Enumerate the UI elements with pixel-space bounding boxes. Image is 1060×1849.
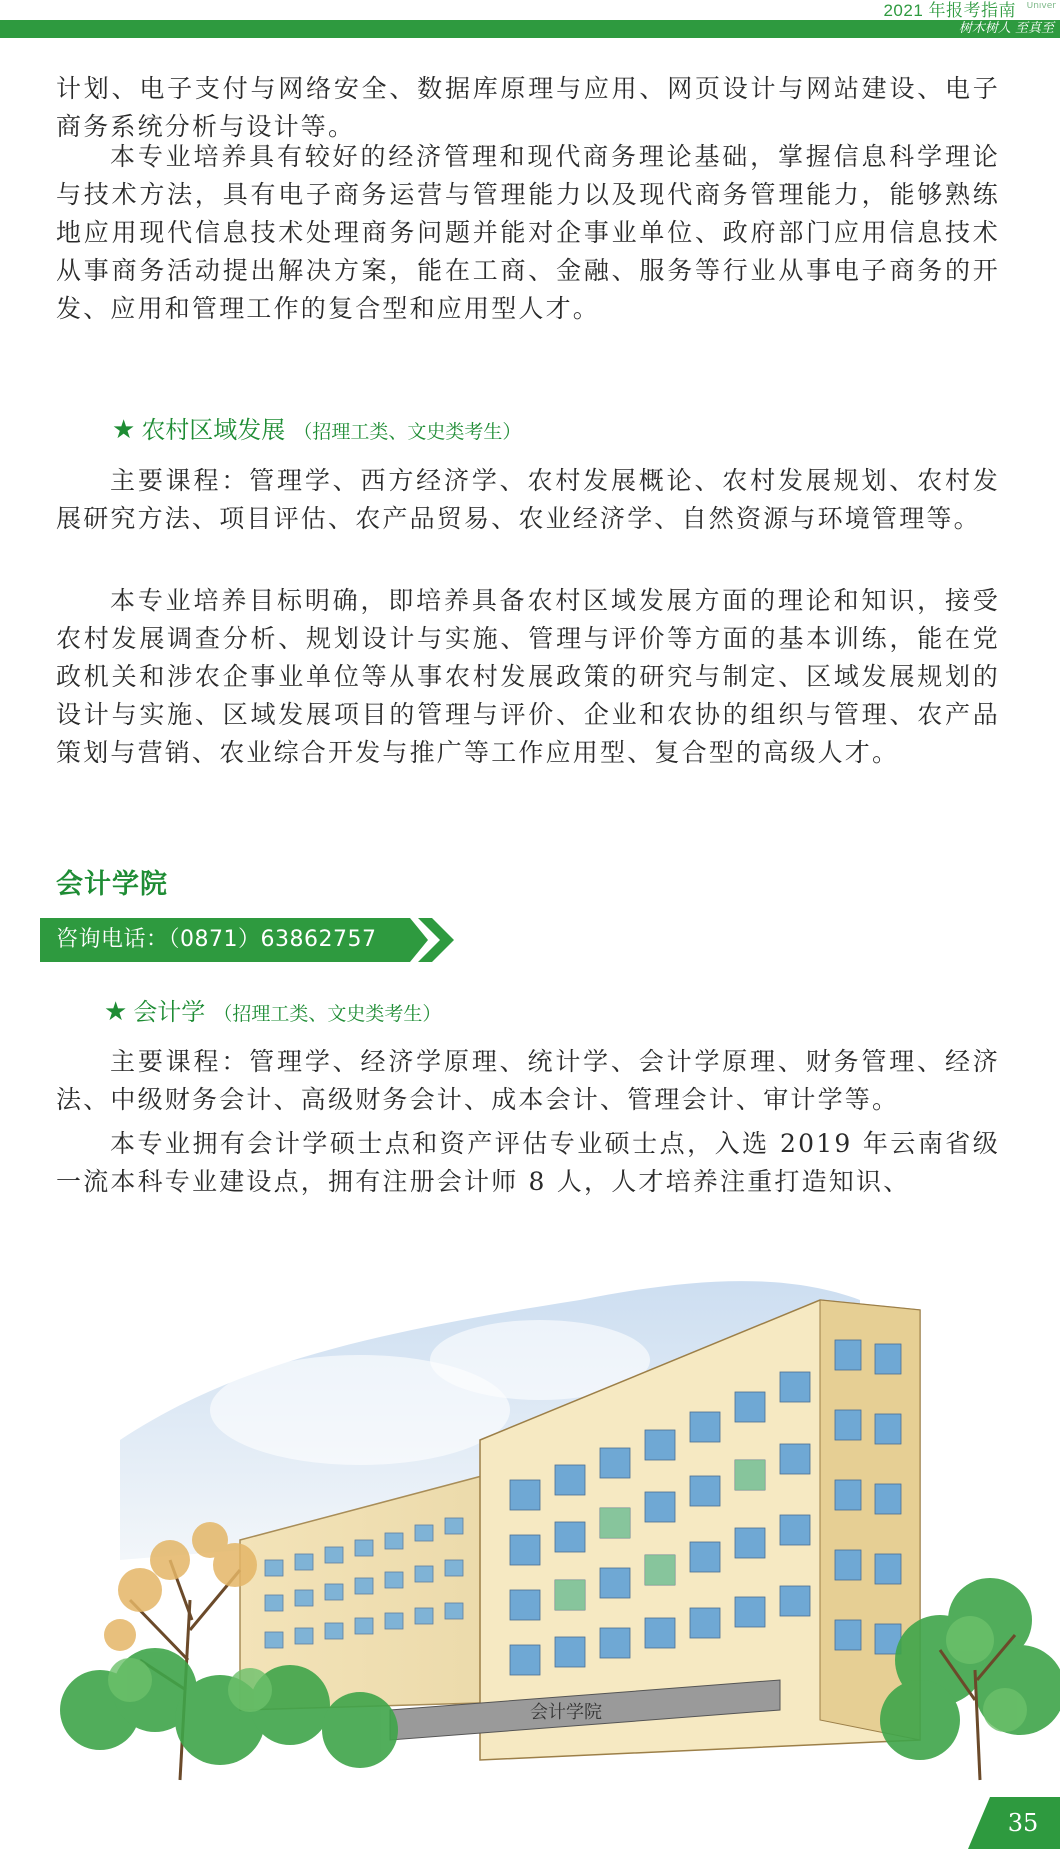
major-title-rural [112,410,521,445]
accounting-goal: 本专业拥有会计学硕士点和资产评估专业硕士点，入选 2019 年云南省级一流本科专业建设点，拥有注册会计师 8 人，人才培养注重打造知识、 [56,1129,1000,1196]
major-title-accounting [104,992,441,1027]
star-icon: ★ [112,415,136,445]
header-band [0,20,1060,38]
page-number: 35 [1007,1809,1039,1837]
star-icon: ★ [104,997,128,1027]
header-tagline: 树木树人 至真至 [958,21,1054,36]
college-title: 会计学院 [56,869,168,900]
header-title: 2021 年报考指南 [883,1,1016,20]
major-name: 会计学 [133,998,206,1026]
accounting-courses: 主要课程：管理学、经济学原理、统计学、会计学原理、财务管理、经济法、中级财务会计、高级财务会计、成本会计、管理会计、审计学等。 [56,1047,1000,1114]
major-note: （招理工类、文史类考生） [213,1003,442,1025]
major-note: （招理工类、文史类考生） [293,421,522,443]
building-sign: 会计学院 [530,1702,602,1723]
phone-banner [40,918,460,962]
rural-goal: 本专业培养目标明确，即培养具备农村区域发展方面的理论和知识，接受农村发展调查分析、规划设计与实施、管理与评价等方面的基本训练，能在党政机关和涉农企事业单位等从事农村发展政策的研究与制定、区域发展规划的设计与实施、区域发展项目的管理与评价、企业和农协的组织与管理、农产品策划与营销、农业综合开发与推广等工作应用型、复合型的高级人才。 [56,586,1000,767]
ecommerce-courses-continued: 计划、电子支付与网络安全、数据库原理与应用、网页设计与网站建设、电子商务系统分析与设计等。 [56,74,1000,141]
major-name: 农村区域发展 [141,416,286,444]
university-logo: Univer [1026,2,1056,11]
ecommerce-goal: 本专业培养具有较好的经济管理和现代商务理论基础，掌握信息科学理论与技术方法，具有电子商务运营与管理能力以及现代商务管理能力，能够熟练地应用现代信息技术处理商务问题并能对企事业单位、政府部门应用信息技术从事商务活动提出解决方案，能在工商、金融、服务等行业从事电子商务的开发、应用和管理工作的复合型和应用型人才。 [56,142,1000,323]
phone-text: 咨询电话：（0871）63862757 [56,927,377,952]
building-illustration [60,1240,1060,1800]
rural-courses: 主要课程：管理学、西方经济学、农村发展概论、农村发展规划、农村发展研究方法、项目评估、农产品贸易、农业经济学、自然资源与环境管理等。 [56,466,1000,533]
